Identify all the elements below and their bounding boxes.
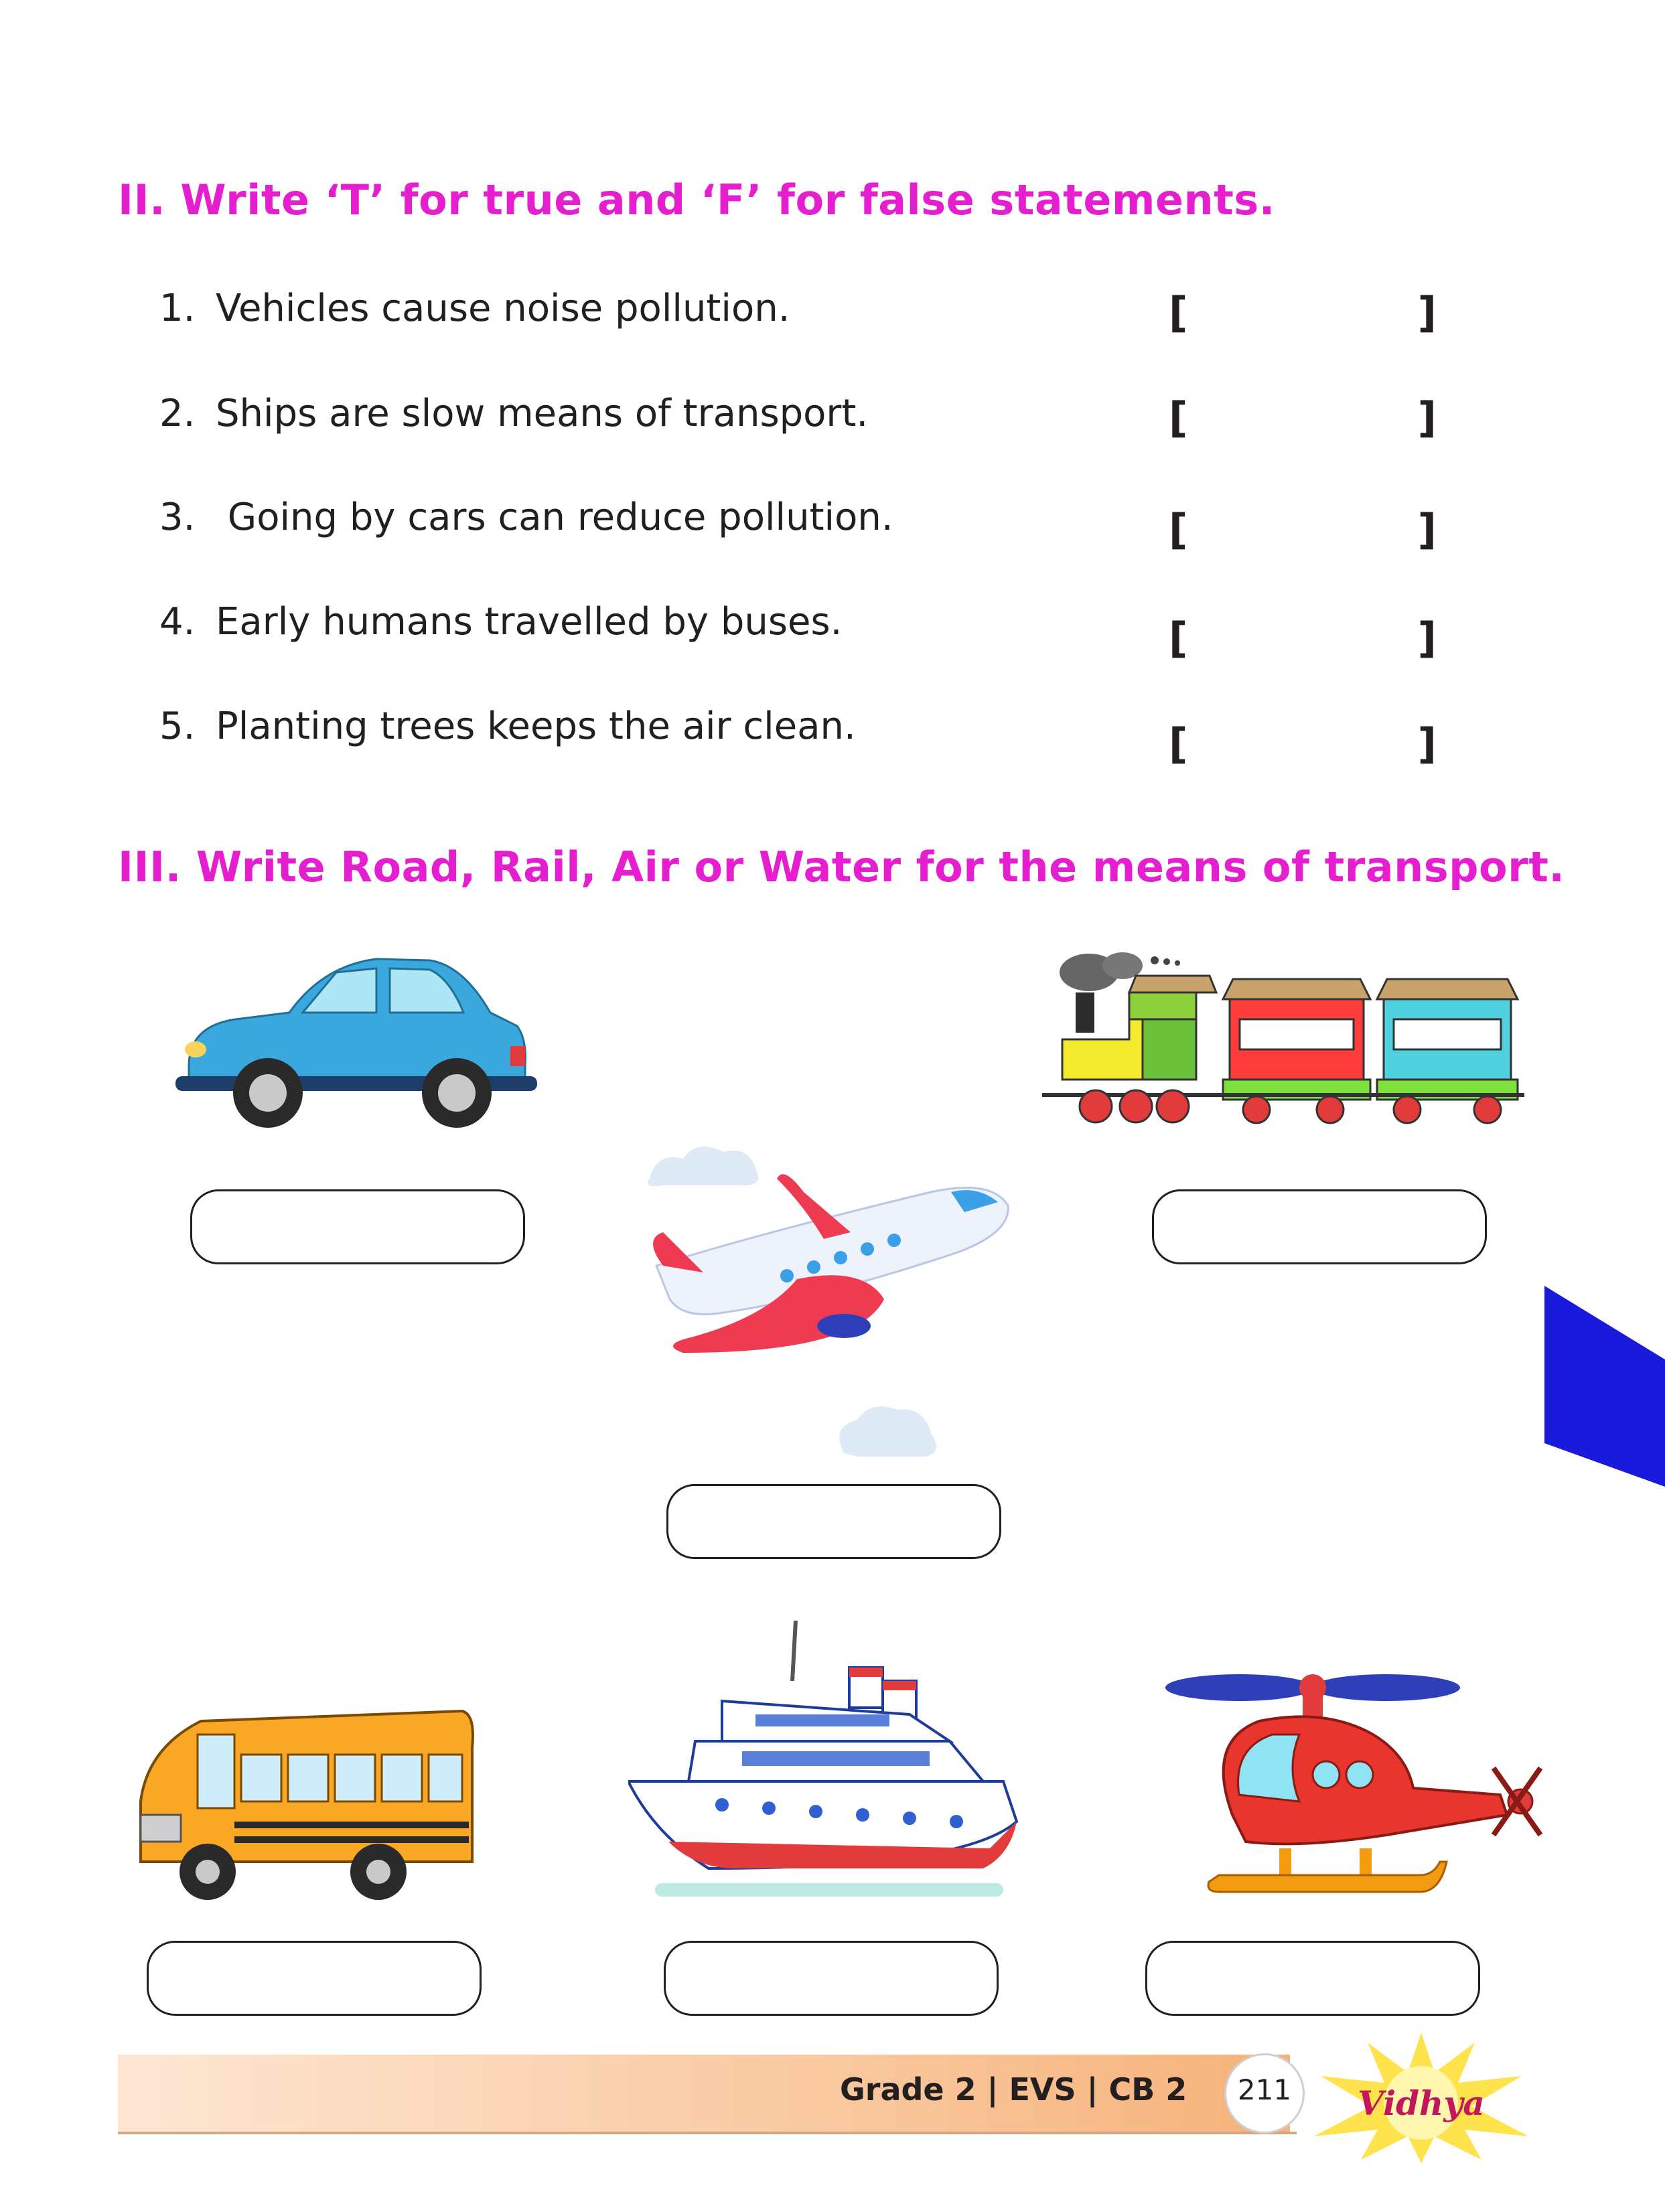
statement-row-4 xyxy=(159,600,1437,662)
answer-box-car[interactable] xyxy=(190,1189,525,1264)
close-bracket: ] xyxy=(1417,613,1437,662)
bus-icon xyxy=(134,1708,482,1909)
answer-bracket[interactable] xyxy=(1169,505,1437,559)
close-bracket: ] xyxy=(1417,393,1437,442)
close-bracket: ] xyxy=(1417,505,1437,554)
airplane-icon xyxy=(643,1138,1018,1460)
statement-row-1 xyxy=(159,287,1437,340)
statement-number: 4. xyxy=(159,600,196,644)
close-bracket: ] xyxy=(1417,719,1437,768)
open-bracket: [ xyxy=(1169,505,1188,554)
statement-number: 1. xyxy=(159,287,196,330)
answer-bracket[interactable] xyxy=(1169,719,1437,773)
section-3-heading: III. Write Road, Rail, Air or Water for the means of transport. xyxy=(118,842,1565,891)
footer-label: Grade 2 | EVS | CB 2 xyxy=(840,2071,1187,2108)
open-bracket: [ xyxy=(1169,393,1188,442)
ship-icon xyxy=(628,1621,1030,1902)
answer-box-airplane[interactable] xyxy=(666,1484,1001,1559)
answer-bracket[interactable] xyxy=(1169,393,1437,447)
statement-row-5 xyxy=(159,705,1437,768)
statement-number: 5. xyxy=(159,705,196,748)
statement-number: 2. xyxy=(159,392,196,435)
section-2-heading: II. Write ‘T’ for true and ‘F’ for false statements. xyxy=(118,175,1275,224)
open-bracket: [ xyxy=(1169,613,1188,662)
answer-bracket[interactable] xyxy=(1169,288,1437,342)
statement-text: Vehicles cause noise pollution. xyxy=(216,287,790,330)
close-bracket: ] xyxy=(1417,288,1437,337)
answer-box-train[interactable] xyxy=(1152,1189,1487,1264)
chapter-side-tab xyxy=(1544,1286,1665,1487)
train-icon xyxy=(1042,946,1524,1133)
page-number: 211 xyxy=(1237,2073,1292,2106)
answer-box-ship[interactable] xyxy=(664,1941,999,2016)
car-icon xyxy=(175,946,537,1133)
vidhya-logo xyxy=(1307,2029,1535,2163)
statement-row-3 xyxy=(159,496,1437,554)
statement-row-2 xyxy=(159,392,1437,445)
answer-bracket[interactable] xyxy=(1169,613,1437,667)
answer-box-helicopter[interactable] xyxy=(1145,1941,1480,2016)
statement-text: Ships are slow means of transport. xyxy=(216,392,869,435)
open-bracket: [ xyxy=(1169,288,1188,337)
svg-text:Vidhya: Vidhya xyxy=(1358,2083,1485,2123)
footer-line xyxy=(118,2132,1297,2134)
statement-number: 3. xyxy=(159,496,196,539)
statement-text: Early humans travelled by buses. xyxy=(216,600,843,644)
helicopter-icon xyxy=(1165,1661,1554,1909)
open-bracket: [ xyxy=(1169,719,1188,768)
statement-text: Going by cars can reduce pollution. xyxy=(216,496,893,539)
statement-text: Planting trees keeps the air clean. xyxy=(216,705,856,748)
answer-box-bus[interactable] xyxy=(147,1941,482,2016)
